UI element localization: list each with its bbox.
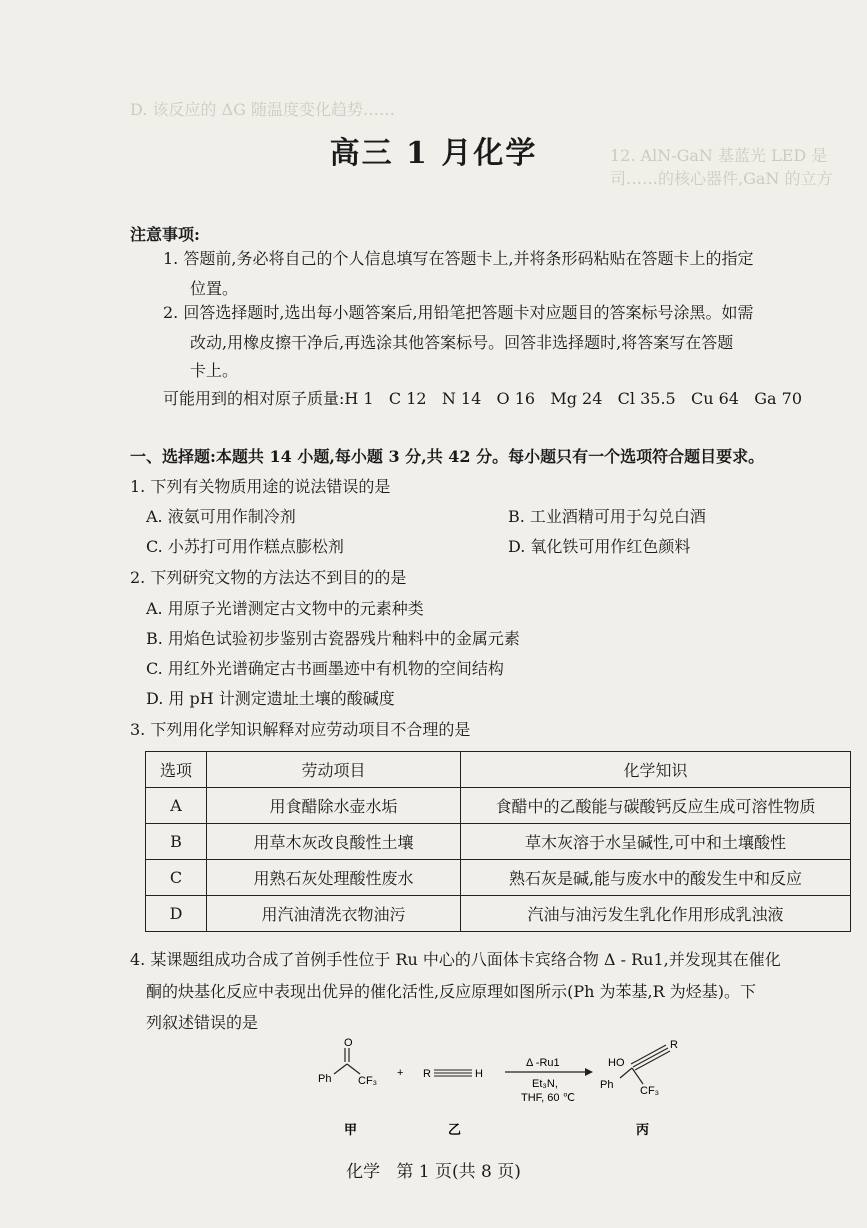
q1-option-b: B. 工业酒精可用于勾兑白酒 [508,507,706,526]
q4-stem-line: 酮的炔基化反应中表现出优异的催化活性,反应原理如图所示(Ph 为苯基,R 为烃基)。下 [146,982,756,1001]
table-cell: C [146,860,207,896]
table-row [146,824,851,860]
atomic-mass-line: 可能用到的相对原子质量:H 1 C 12 N 14 O 16 Mg 24 Cl 35.5 Cu 64 Ga 70 [163,389,803,408]
notice-item: 2. 回答选择题时,选出每小题答案后,用铅笔把答题卡对应题目的答案标号涂黑。如需 [163,303,754,322]
table-cell: D [146,896,207,932]
compound-jia [318,1037,377,1138]
notice-item: 1. 答题前,务必将自己的个人信息填写在答题卡上,并将条形码粘贴在答题卡上的指定 [163,249,754,268]
q2-stem: 2. 下列研究文物的方法达不到目的的是 [130,568,407,587]
section-heading: 一、选择题:本题共 14 小题,每小题 3 分,共 42 分。每小题只有一个选项符合题目要求。 [130,447,765,466]
conditions-label: THF, 60 ℃ [521,1092,575,1104]
base-label: Et₃N, [532,1078,558,1090]
q4-stem-line: 列叙述错误的是 [146,1013,259,1032]
table-row [146,896,851,932]
bing-cf3: CF₃ [640,1085,660,1097]
notice-heading: 注意事项: [130,225,200,244]
notice-item: 位置。 [190,279,239,298]
bing-phenyl: Ph [600,1079,614,1091]
yi-r: R [423,1068,431,1080]
yi-h: H [475,1068,483,1080]
table-header-row [146,752,851,788]
q1-option-a: A. 液氨可用作制冷剂 [146,507,296,526]
reaction-arrow [505,1057,593,1104]
q2-option-c: C. 用红外光谱确定古书画墨迹中有机物的空间结构 [146,659,504,678]
table-cell: A [146,788,207,824]
compound-yi [423,1068,483,1138]
bing-label: 丙 [636,1123,650,1138]
table-cell: 用食醋除水壶水垢 [207,788,461,824]
bing-r: R [670,1039,678,1051]
table-cell: B [146,824,207,860]
q3-table [145,751,851,932]
q1-option-c: C. 小苏打可用作糕点膨松剂 [146,537,344,556]
bleed-through-text: D. 该反应的 ΔG 随温度变化趋势…… [130,100,395,119]
q2-option-b: B. 用焰色试验初步鉴别古瓷器残片釉料中的金属元素 [146,629,520,648]
plus-sign: + [397,1067,404,1079]
bing-ho: HO [608,1057,625,1069]
table-cell: 用熟石灰处理酸性废水 [207,860,461,896]
jia-label: 甲 [344,1123,358,1138]
table-header-cell: 化学知识 [461,752,851,788]
q3-stem: 3. 下列用化学知识解释对应劳动项目不合理的是 [130,720,471,739]
q1-option-d: D. 氧化铁可用作红色颜料 [508,537,691,556]
table-cell: 用草木灰改良酸性土壤 [207,824,461,860]
jia-cf3: CF₃ [358,1075,378,1087]
jia-phenyl: Ph [318,1073,332,1085]
jia-oxygen: O [344,1037,353,1049]
q2-option-d: D. 用 pH 计测定遗址土壤的酸碱度 [146,689,395,708]
table-row [146,860,851,896]
table-row [146,788,851,824]
reaction-scheme [300,1034,720,1144]
notice-item: 卡上。 [190,361,239,380]
table-cell: 食醋中的乙酸能与碳酸钙反应生成可溶性物质 [461,788,851,824]
bleed-through-text: 12. AlN-GaN 基蓝光 LED 是司……的核心器件,GaN 的立方 [610,146,833,188]
q4-stem-line: 4. 某课题组成功合成了首例手性位于 Ru 中心的八面体卡宾络合物 Δ - Ru1,并发现其在催化 [130,950,781,969]
table-header-cell: 劳动项目 [207,752,461,788]
yi-label: 乙 [448,1123,462,1138]
q1-stem: 1. 下列有关物质用途的说法错误的是 [130,477,391,496]
table-header-cell: 选项 [146,752,207,788]
table-cell: 熟石灰是碱,能与废水中的酸发生中和反应 [461,860,851,896]
catalyst-label: Δ -Ru1 [526,1057,560,1069]
notice-item: 改动,用橡皮擦干净后,再选涂其他答案标号。回答非选择题时,将答案写在答题 [190,333,734,352]
q2-option-a: A. 用原子光谱测定古文物中的元素种类 [146,599,424,618]
page-title: 高三 1 月化学 [329,136,538,171]
table-cell: 草木灰溶于水呈碱性,可中和土壤酸性 [461,824,851,860]
table-cell: 汽油与油污发生乳化作用形成乳浊液 [461,896,851,932]
page-footer: 化学 第 1 页(共 8 页) [346,1162,521,1182]
compound-bing [600,1039,678,1138]
table-cell: 用汽油清洗衣物油污 [207,896,461,932]
